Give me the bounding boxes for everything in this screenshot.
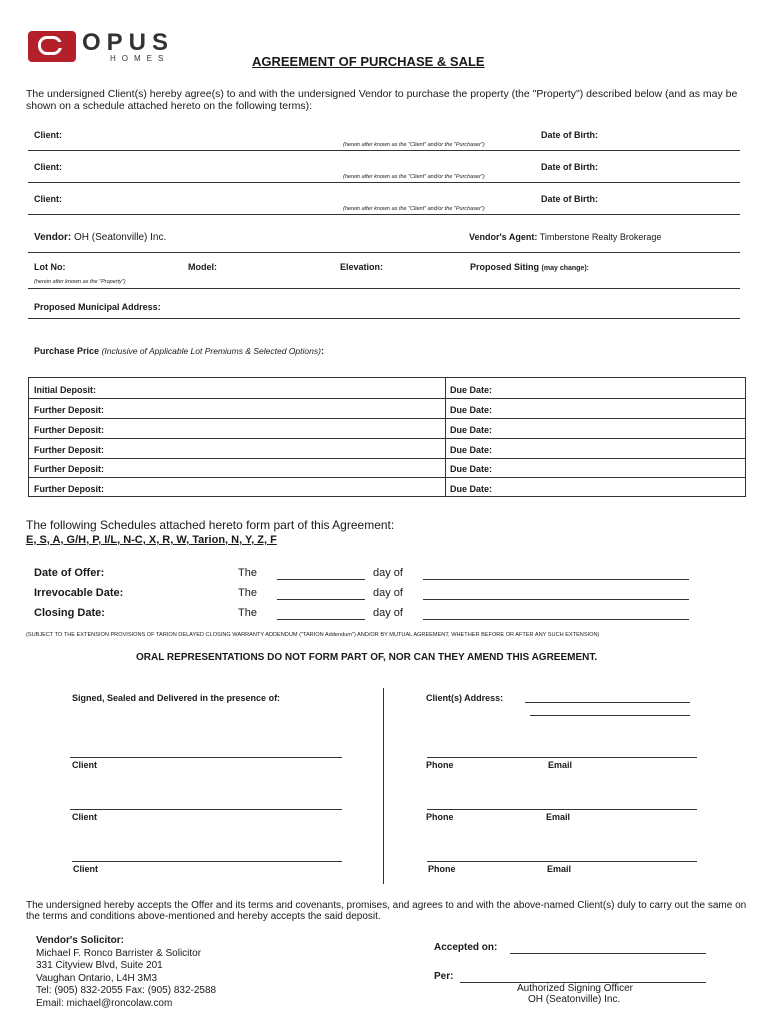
phone-email-line[interactable]: [427, 809, 697, 810]
siting-note: (may change):: [541, 265, 589, 272]
solicitor-title: Vendor's Solicitor:: [36, 935, 124, 946]
client-label: Client:: [34, 194, 62, 204]
solicitor-address: 331 Cityview Blvd, Suite 201: [36, 960, 163, 972]
client-note: (herein after known as the "Client" and/or the "Purchaser"): [343, 142, 485, 148]
solicitor-city: Vaughan Ontario, L4H 3M3: [36, 972, 158, 984]
lot-label: Lot No:: [34, 262, 66, 272]
day-field[interactable]: [277, 579, 365, 580]
deposit-row-line[interactable]: [28, 477, 746, 478]
deposit-row-line[interactable]: [28, 458, 746, 459]
municipal-address-label: Proposed Municipal Address:: [34, 302, 161, 312]
date-label: Date of Offer:: [34, 567, 105, 579]
vendor-value: OH (Seatonville) Inc.: [74, 232, 167, 243]
vendor-agent-row: [469, 232, 661, 242]
the-label: The: [238, 567, 257, 579]
client-signature-line[interactable]: [70, 809, 342, 810]
month-field[interactable]: [423, 599, 689, 600]
day-field[interactable]: [277, 599, 365, 600]
vendor-solicitor-block: [36, 935, 216, 1011]
solicitor-name: Michael F. Ronco Barrister & Solicitor: [36, 947, 202, 959]
dob-label: Date of Birth:: [541, 130, 598, 140]
date-label: Irrevocable Date:: [34, 587, 124, 599]
client-address-line-2[interactable]: [530, 715, 690, 716]
day-of-label: day of: [373, 567, 403, 579]
purchase-price-label: Purchase Price: [34, 346, 100, 356]
due-date-label: Due Date:: [450, 385, 493, 395]
client-label: Client:: [34, 130, 62, 140]
solicitor-email: Email: michael@roncolaw.com: [36, 997, 173, 1009]
day-of-label: day of: [373, 587, 403, 599]
client-signature-label: Client: [72, 760, 98, 770]
purchase-price-note: (Inclusive of Applicable Lot Premiums & Selected Options): [101, 346, 321, 356]
client-line[interactable]: [28, 150, 740, 151]
opus-logo-mark: [28, 31, 76, 62]
email-label: Email: [546, 812, 571, 822]
the-label: The: [238, 607, 257, 619]
month-field[interactable]: [423, 619, 689, 620]
authorized-officer-label: Authorized Signing Officer: [517, 983, 633, 994]
due-date-label: Due Date:: [450, 425, 493, 435]
client-signature-line[interactable]: [72, 861, 342, 862]
accepted-on-label: Accepted on:: [434, 942, 498, 953]
client-signature-label: Client: [73, 864, 99, 874]
vendor-label: Vendor:: [34, 232, 72, 243]
purchase-colon: :: [320, 346, 324, 356]
deposit-left-border: [28, 378, 29, 496]
purchase-price-line[interactable]: [28, 377, 746, 378]
client-signature-label: Client: [72, 812, 98, 822]
witness-label: Signed, Sealed and Delivered in the presence of:: [72, 693, 281, 703]
purchase-price-row: [34, 346, 324, 356]
due-date-label: Due Date:: [450, 484, 493, 494]
deposit-row-line[interactable]: [28, 496, 746, 497]
day-field[interactable]: [277, 619, 365, 620]
due-date-label: Due Date:: [450, 445, 493, 455]
deposit-label: Further Deposit:: [34, 484, 105, 494]
deposit-right-border: [745, 378, 746, 496]
deposit-label: Further Deposit:: [34, 464, 105, 474]
extension-note: (SUBJECT TO THE EXTENSION PROVISIONS OF TARION DELAYED CLOSING WARRANTY ADDENDUM ("TARION Addendum") AND/OR BY MUTUAL AGREEMENT, WHETHER BEFORE OR AFTER ANY SUCH EXTENSION): [26, 632, 600, 638]
client-note: (herein after known as the "Client" and/or the "Purchaser"): [343, 174, 485, 180]
schedules-list: E, S, A, G/H, P, I/L, N-C, X, R, W, Tarion, N, Y, Z, F: [26, 534, 277, 546]
email-label: Email: [548, 760, 573, 770]
intro-text: The undersigned Client(s) hereby agree(s) to and with the undersigned Vendor to purchase the property (the "Property") described below (and as may be shown on a schedule attached hereto on the following terms):: [26, 88, 738, 112]
phone-label: Phone: [428, 864, 456, 874]
phone-email-line[interactable]: [427, 861, 697, 862]
phone-email-line[interactable]: [427, 757, 697, 758]
due-date-label: Due Date:: [450, 464, 493, 474]
vendor-line: [28, 252, 740, 253]
oral-representations-note: ORAL REPRESENTATIONS DO NOT FORM PART OF, NOR CAN THEY AMEND THIS AGREEMENT.: [136, 652, 598, 663]
vendor-agent-label: Vendor's Agent:: [469, 232, 538, 242]
phone-label: Phone: [426, 760, 454, 770]
elevation-label: Elevation:: [340, 262, 384, 272]
dob-label: Date of Birth:: [541, 194, 598, 204]
due-date-label: Due Date:: [450, 405, 493, 415]
dob-label: Date of Birth:: [541, 162, 598, 172]
deposit-label: Further Deposit:: [34, 445, 105, 455]
vendor-row: [34, 232, 166, 243]
deposit-row-line[interactable]: [28, 418, 746, 419]
per-label: Per:: [434, 971, 454, 982]
deposit-label: Initial Deposit:: [34, 385, 97, 395]
phone-label: Phone: [426, 812, 454, 822]
date-label: Closing Date:: [34, 607, 105, 619]
property-note: (herein after known as the "Property"): [34, 279, 126, 285]
the-label: The: [238, 587, 257, 599]
acceptance-text: The undersigned hereby accepts the Offer and its terms and covenants, promises, and agrees to and with the above-named Client(s) duly to carry out the same on the terms and conditions above-mentioned and hereby accepts the said deposit.: [26, 900, 747, 922]
municipal-address-line[interactable]: [28, 318, 740, 319]
accepted-on-line[interactable]: [510, 953, 706, 954]
logo-brand-text: OPUS: [82, 29, 175, 56]
deposit-row-line[interactable]: [28, 398, 746, 399]
email-label: Email: [547, 864, 572, 874]
siting-label: Proposed Siting: [470, 262, 540, 272]
model-label: Model:: [188, 262, 217, 272]
deposit-row-line[interactable]: [28, 438, 746, 439]
client-line[interactable]: [28, 214, 740, 215]
client-address-line-1[interactable]: [525, 702, 690, 703]
signature-divider: [383, 688, 384, 884]
client-line[interactable]: [28, 182, 740, 183]
schedules-intro: The following Schedules attached hereto form part of this Agreement:: [26, 518, 395, 532]
client-note: (herein after known as the "Client" and/or the "Purchaser"): [343, 206, 485, 212]
month-field[interactable]: [423, 579, 689, 580]
page-title: AGREEMENT OF PURCHASE & SALE: [252, 54, 485, 69]
deposit-label: Further Deposit:: [34, 405, 105, 415]
client-address-label: Client(s) Address:: [426, 693, 504, 703]
day-of-label: day of: [373, 607, 403, 619]
client-signature-line[interactable]: [70, 757, 342, 758]
vendor-agent-value: Timberstone Realty Brokerage: [539, 232, 662, 242]
solicitor-phone: Tel: (905) 832-2055 Fax: (905) 832-2588: [36, 985, 217, 997]
logo-sub-text: HOMES: [110, 54, 170, 63]
lot-line[interactable]: [28, 288, 740, 289]
client-label: Client:: [34, 162, 62, 172]
company-label: OH (Seatonville) Inc.: [528, 994, 621, 1005]
deposit-mid-border: [445, 378, 446, 496]
deposit-label: Further Deposit:: [34, 425, 105, 435]
siting-row: [470, 262, 589, 272]
